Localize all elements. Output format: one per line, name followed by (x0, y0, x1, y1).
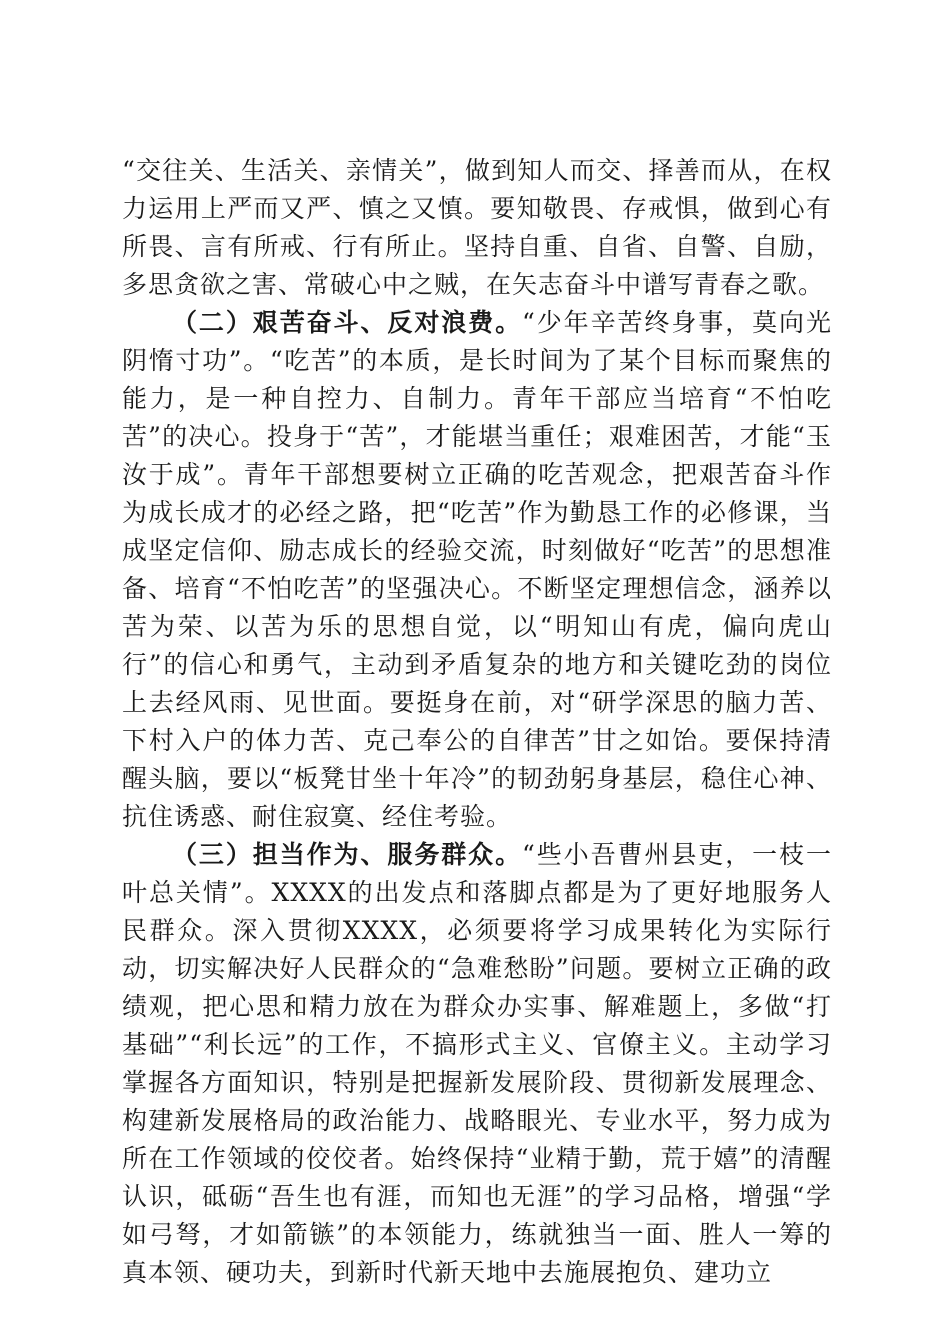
paragraph-section-2 (122, 304, 832, 836)
paragraph-section-3 (122, 836, 832, 1292)
section-heading: （三）担当作为、服务群众。 (172, 840, 523, 869)
section-heading: （二）艰苦奋斗、反对浪费。 (172, 308, 523, 337)
document-body (122, 152, 832, 1292)
paragraph-continuation (122, 152, 832, 304)
paragraph-text: “少年辛苦终身事，莫向光阴惰寸功”。“吃苦”的本质，是长时间为了某个目标而聚焦的能力，是一种自控力、自制力。青年干部应当培育“不怕吃苦”的决心。投身于“苦”，才能堪当重任；艰难困苦，才能“玉汝于成”。青年干部想要树立正确的吃苦观念，把艰苦奋斗作为成长成才的必经之路，把“吃苦”作为勤恳工作的必修课，当成坚定信仰、励志成长的经验交流，时刻做好“吃苦”的思想准备、培育“不怕吃苦”的坚强决心。不断坚定理想信念，涵养以苦为荣、以苦为乐的思想自觉，以“明知山有虎，偏向虎山行”的信心和勇气，主动到矛盾复杂的地方和关键吃劲的岗位上去经风雨、见世面。要挺身在前，对“研学深思的脑力苦、下村入户的体力苦、克己奉公的自律苦”甘之如饴。要保持清醒头脑，要以“板凳甘坐十年冷”的韧劲躬身基层，稳住心神、抗住诱惑、耐住寂寞、经住考验。 (122, 308, 832, 831)
paragraph-text: “交往关、生活关、亲情关”，做到知人而交、择善而从，在权力运用上严而又严、慎之又慎。要知敬畏、存戒惧，做到心有所畏、言有所戒、行有所止。坚持自重、自省、自警、自励，多思贪欲之害、常破心中之贼，在矢志奋斗中谱写青春之歌。 (122, 156, 832, 299)
paragraph-text: “些小吾曹州县吏，一枝一叶总关情”。XXXX的出发点和落脚点都是为了更好地服务人民群众。深入贯彻XXXX，必须要将学习成果转化为实际行动，切实解决好人民群众的“急难愁盼”问题。要树立正确的政绩观，把心思和精力放在为群众办实事、解难题上，多做“打基础”“利长远”的工作，不搞形式主义、官僚主义。主动学习掌握各方面知识，特别是把握新发展阶段、贯彻新发展理念、构建新发展格局的政治能力、战略眼光、专业水平，努力成为所在工作领域的佼佼者。始终保持“业精于勤，荒于嬉”的清醒认识，砥砺“吾生也有涯，而知也无涯”的学习品格，增强“学如弓弩，才如箭镞”的本领能力，练就独当一面、胜人一筹的真本领、硬功夫，到新时代新天地中去施展抱负、建功立 (122, 840, 832, 1287)
